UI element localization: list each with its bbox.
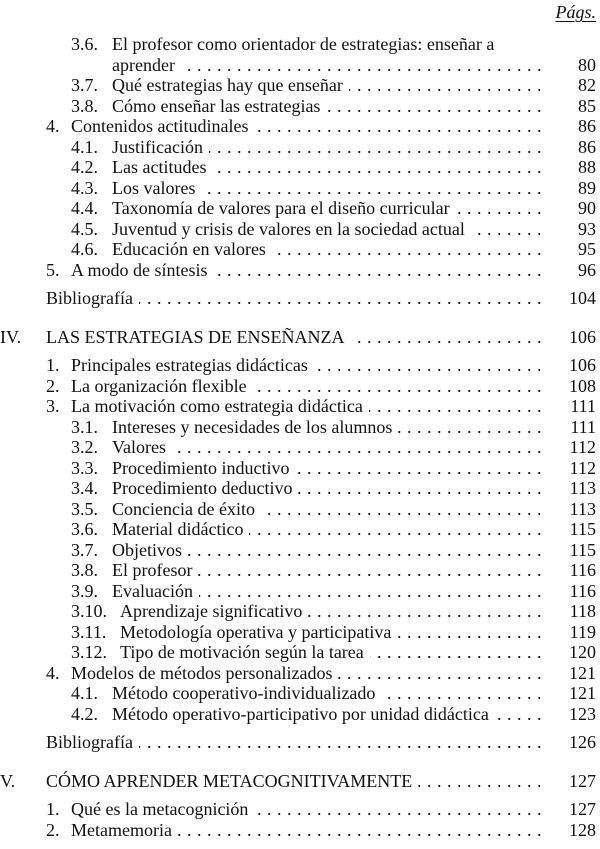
dot-leader xyxy=(370,642,542,663)
page-number: 104 xyxy=(569,288,596,308)
entry-number: 3.11. xyxy=(71,621,107,642)
toc-entry[interactable] xyxy=(0,376,598,397)
page-number: 95 xyxy=(578,239,596,259)
dot-leader xyxy=(456,198,542,219)
page-number: 80 xyxy=(578,54,596,75)
entry-title: A modo de síntesis xyxy=(71,260,214,281)
entry-number: 3.6. xyxy=(71,34,98,54)
dot-leader xyxy=(261,499,542,520)
entry-title: Conciencia de éxito xyxy=(112,499,261,520)
page-number: 106 xyxy=(569,355,596,375)
page-number: 90 xyxy=(578,198,596,218)
toc-entry[interactable] xyxy=(0,560,598,581)
toc-entry[interactable] xyxy=(0,157,598,178)
dot-leader xyxy=(398,417,542,438)
entry-line xyxy=(120,642,542,663)
entry-number: 3.8. xyxy=(71,560,98,580)
entry-number: V. xyxy=(0,770,16,791)
entry-title: La motivación como estrategia didáctica xyxy=(71,396,369,417)
dot-leader xyxy=(314,355,542,376)
toc-entry[interactable] xyxy=(0,499,598,520)
dot-leader xyxy=(369,396,542,417)
entry-line xyxy=(112,581,542,602)
entry-line xyxy=(46,771,542,792)
entry-line xyxy=(112,198,542,219)
entry-title: Qué estrategias hay que enseñar xyxy=(112,75,349,96)
entry-number: 5. xyxy=(46,259,60,280)
entry-title: Método operativo-participativo por unidad didáctica xyxy=(112,704,495,725)
dot-leader xyxy=(249,519,542,540)
dot-leader xyxy=(198,560,542,581)
toc-entry[interactable] xyxy=(0,478,598,499)
toc-entry[interactable] xyxy=(0,116,598,137)
entry-line xyxy=(112,137,542,158)
page-number: 115 xyxy=(569,539,596,560)
entry-number: 3. xyxy=(46,396,60,416)
page-number: 108 xyxy=(569,375,596,396)
dot-leader xyxy=(139,732,542,753)
dot-leader xyxy=(351,327,543,348)
toc-entry[interactable] xyxy=(0,642,598,663)
entry-title: Las actitudes xyxy=(112,157,212,178)
dot-leader xyxy=(308,601,542,622)
entry-line xyxy=(112,704,542,725)
page-number: 85 xyxy=(578,95,596,116)
entry-line xyxy=(112,178,542,199)
page-number: 116 xyxy=(569,560,596,580)
entry-title: Cómo enseñar las estrategias xyxy=(112,96,326,117)
entry-title: El profesor como orientador de estrategias: enseñar a xyxy=(112,34,500,55)
table-of-contents xyxy=(0,34,598,840)
page-number: 120 xyxy=(569,642,596,662)
dot-leader xyxy=(349,75,542,96)
entry-line xyxy=(112,683,542,704)
page-number: 115 xyxy=(569,519,596,539)
entry-title: Aprendizaje significativo xyxy=(120,601,308,622)
toc-entry[interactable] xyxy=(0,581,598,602)
entry-number: 3.6. xyxy=(71,519,98,539)
toc-entry[interactable] xyxy=(0,219,598,240)
toc-entry[interactable] xyxy=(0,704,598,725)
entry-line xyxy=(112,458,542,479)
entry-number: 3.3. xyxy=(71,457,98,478)
entry-title: aprender xyxy=(112,55,181,76)
entry-number: 1. xyxy=(46,799,60,819)
page-number: 112 xyxy=(569,457,596,478)
entry-line xyxy=(71,260,542,281)
page-number: 89 xyxy=(578,177,596,198)
entry-title: Bibliografía xyxy=(46,288,139,309)
entry-line xyxy=(112,560,542,581)
entry-line xyxy=(120,601,542,622)
entry-title: Qué es la metacognición xyxy=(71,799,254,820)
toc-entry[interactable] xyxy=(0,540,598,561)
dot-leader xyxy=(209,137,542,158)
entry-title: Justificación xyxy=(112,137,209,158)
entry-line xyxy=(112,219,542,240)
entry-number: 3.7. xyxy=(71,539,98,560)
entry-title: Objetivos xyxy=(112,540,188,561)
toc-entry[interactable] xyxy=(0,75,598,96)
page-number: 106 xyxy=(569,326,596,347)
entry-title: Metodología operativa y participativa xyxy=(120,622,397,643)
entry-line xyxy=(71,355,542,376)
entry-number: 4.6. xyxy=(71,239,98,259)
entry-line xyxy=(112,239,542,260)
page-number: 113 xyxy=(569,478,596,498)
dot-leader xyxy=(397,622,542,643)
entry-line xyxy=(112,157,542,178)
entry-title: Principales estrategias didácticas xyxy=(71,355,314,376)
entry-number: 4.1. xyxy=(71,136,98,157)
dot-leader xyxy=(172,437,542,458)
toc-entry[interactable] xyxy=(0,820,598,841)
page-number: 127 xyxy=(569,770,596,791)
entry-title: Procedimiento deductivo xyxy=(112,478,298,499)
dot-leader xyxy=(495,704,542,725)
toc-chapter-entry[interactable] xyxy=(0,327,598,348)
entry-number: 2. xyxy=(46,375,60,396)
entry-title: CÓMO APRENDER METACOGNITIVAMENTE xyxy=(46,771,418,792)
dot-leader xyxy=(139,288,542,309)
dot-leader xyxy=(295,458,542,479)
dot-leader xyxy=(326,96,542,117)
entry-line xyxy=(46,288,542,309)
entry-line xyxy=(120,622,542,643)
entry-line xyxy=(71,116,542,137)
page-number: 119 xyxy=(569,621,596,642)
page-number: 121 xyxy=(569,683,596,703)
dot-leader xyxy=(188,540,542,561)
page-number: 128 xyxy=(569,819,596,840)
dot-leader xyxy=(212,157,542,178)
toc-entry[interactable] xyxy=(0,732,598,753)
entry-line xyxy=(46,327,542,348)
dot-leader xyxy=(471,219,542,240)
page-number: 112 xyxy=(569,437,596,457)
toc-entry[interactable] xyxy=(0,683,598,704)
entry-number: 4.2. xyxy=(71,703,98,724)
toc-entry[interactable] xyxy=(0,458,598,479)
entry-title: La organización flexible xyxy=(71,376,253,397)
dot-leader xyxy=(381,683,542,704)
entry-title: Los valores xyxy=(112,178,201,199)
dot-leader xyxy=(201,178,542,199)
page-number: 86 xyxy=(578,136,596,157)
page-number: 111 xyxy=(570,396,596,416)
entry-title: Modelos de métodos personalizados xyxy=(71,663,338,684)
entry-line xyxy=(112,499,542,520)
toc-entry[interactable] xyxy=(0,137,598,158)
entry-line xyxy=(71,663,542,684)
entry-number: 2. xyxy=(46,819,60,840)
entry-line xyxy=(112,519,542,540)
toc-entry[interactable] xyxy=(0,178,598,199)
dot-leader xyxy=(181,55,542,76)
dot-leader xyxy=(254,116,542,137)
entry-number: 4. xyxy=(46,116,60,136)
toc-entry[interactable] xyxy=(0,34,598,55)
entry-title: El profesor xyxy=(112,560,198,581)
toc-entry[interactable] xyxy=(0,55,598,76)
entry-line xyxy=(112,34,542,55)
dot-leader xyxy=(338,663,542,684)
entry-line xyxy=(71,799,542,820)
entry-line xyxy=(112,55,542,76)
toc-entry[interactable] xyxy=(0,198,598,219)
entry-title: Evaluación xyxy=(112,581,199,602)
entry-title: Intereses y necesidades de los alumnos xyxy=(112,417,398,438)
entry-title: Contenidos actitudinales xyxy=(71,116,254,137)
toc-entry[interactable] xyxy=(0,396,598,417)
page-number: 126 xyxy=(569,732,596,752)
dot-leader xyxy=(253,376,542,397)
entry-title: Valores xyxy=(112,437,172,458)
entry-line xyxy=(46,732,542,753)
entry-number: IV. xyxy=(0,326,22,347)
toc-entry[interactable] xyxy=(0,663,598,684)
entry-line xyxy=(112,478,542,499)
entry-number: 3.9. xyxy=(71,580,98,601)
toc-entry[interactable] xyxy=(0,239,598,260)
page-number: 123 xyxy=(569,703,596,724)
entry-title: Material didáctico xyxy=(112,519,249,540)
entry-number: 4.4. xyxy=(71,198,98,218)
dot-leader xyxy=(272,239,542,260)
entry-title: Juventud y crisis de valores en la sociedad actual xyxy=(112,219,471,240)
page-number: 113 xyxy=(569,498,596,519)
entry-title: LAS ESTRATEGIAS DE ENSEÑANZA xyxy=(46,327,351,348)
entry-title: Bibliografía xyxy=(46,732,139,753)
entry-line xyxy=(71,376,542,397)
entry-line xyxy=(112,540,542,561)
page-number: 116 xyxy=(569,580,596,601)
entry-number: 1. xyxy=(46,355,60,375)
entry-number: 4.5. xyxy=(71,218,98,239)
dot-leader xyxy=(199,581,542,602)
entry-number: 3.2. xyxy=(71,437,98,457)
dot-leader xyxy=(214,260,542,281)
entry-title: Educación en valores xyxy=(112,239,272,260)
dot-leader xyxy=(418,771,542,792)
toc-entry[interactable] xyxy=(0,622,598,643)
entry-title: Procedimiento inductivo xyxy=(112,458,295,479)
entry-number: 4.3. xyxy=(71,177,98,198)
entry-number: 4.2. xyxy=(71,157,98,177)
toc-entry[interactable] xyxy=(0,288,598,309)
entry-number: 3.12. xyxy=(71,642,107,662)
dot-leader xyxy=(298,478,542,499)
toc-entry[interactable] xyxy=(0,601,598,622)
page-number: 96 xyxy=(578,259,596,280)
toc-entry[interactable] xyxy=(0,417,598,438)
entry-number: 3.7. xyxy=(71,75,98,95)
page-number: 121 xyxy=(569,662,596,683)
toc-entry[interactable] xyxy=(0,437,598,458)
entry-number: 3.8. xyxy=(71,95,98,116)
toc-entry[interactable] xyxy=(0,519,598,540)
toc-chapter-entry[interactable] xyxy=(0,771,598,792)
entry-number: 3.4. xyxy=(71,478,98,498)
pages-column-header: Págs. xyxy=(555,2,596,22)
page-number: 86 xyxy=(578,116,596,136)
toc-entry[interactable] xyxy=(0,355,598,376)
entry-title: Metamemoria xyxy=(71,820,178,841)
toc-entry[interactable] xyxy=(0,260,598,281)
entry-title: Tipo de motivación según la tarea xyxy=(120,642,370,663)
entry-title: Método cooperativo-individualizado xyxy=(112,683,381,704)
entry-number: 4.1. xyxy=(71,683,98,703)
page-number: 111 xyxy=(570,416,596,437)
entry-title: Taxonomía de valores para el diseño curricular xyxy=(112,198,456,219)
toc-entry[interactable] xyxy=(0,96,598,117)
page-number: 82 xyxy=(578,75,596,95)
entry-number: 3.5. xyxy=(71,498,98,519)
page-number: 118 xyxy=(569,601,596,621)
page-number: 93 xyxy=(578,218,596,239)
entry-line xyxy=(112,437,542,458)
toc-entry[interactable] xyxy=(0,799,598,820)
entry-number: 3.1. xyxy=(71,416,98,437)
page-number: 127 xyxy=(569,799,596,819)
entry-line xyxy=(112,417,542,438)
entry-number: 3.10. xyxy=(71,601,107,621)
dot-leader xyxy=(254,799,542,820)
entry-line xyxy=(71,396,542,417)
entry-line xyxy=(112,96,542,117)
dot-leader xyxy=(178,820,542,841)
page-number: 88 xyxy=(578,157,596,177)
entry-line xyxy=(71,820,542,841)
entry-number: 4. xyxy=(46,662,60,683)
entry-line xyxy=(112,75,542,96)
